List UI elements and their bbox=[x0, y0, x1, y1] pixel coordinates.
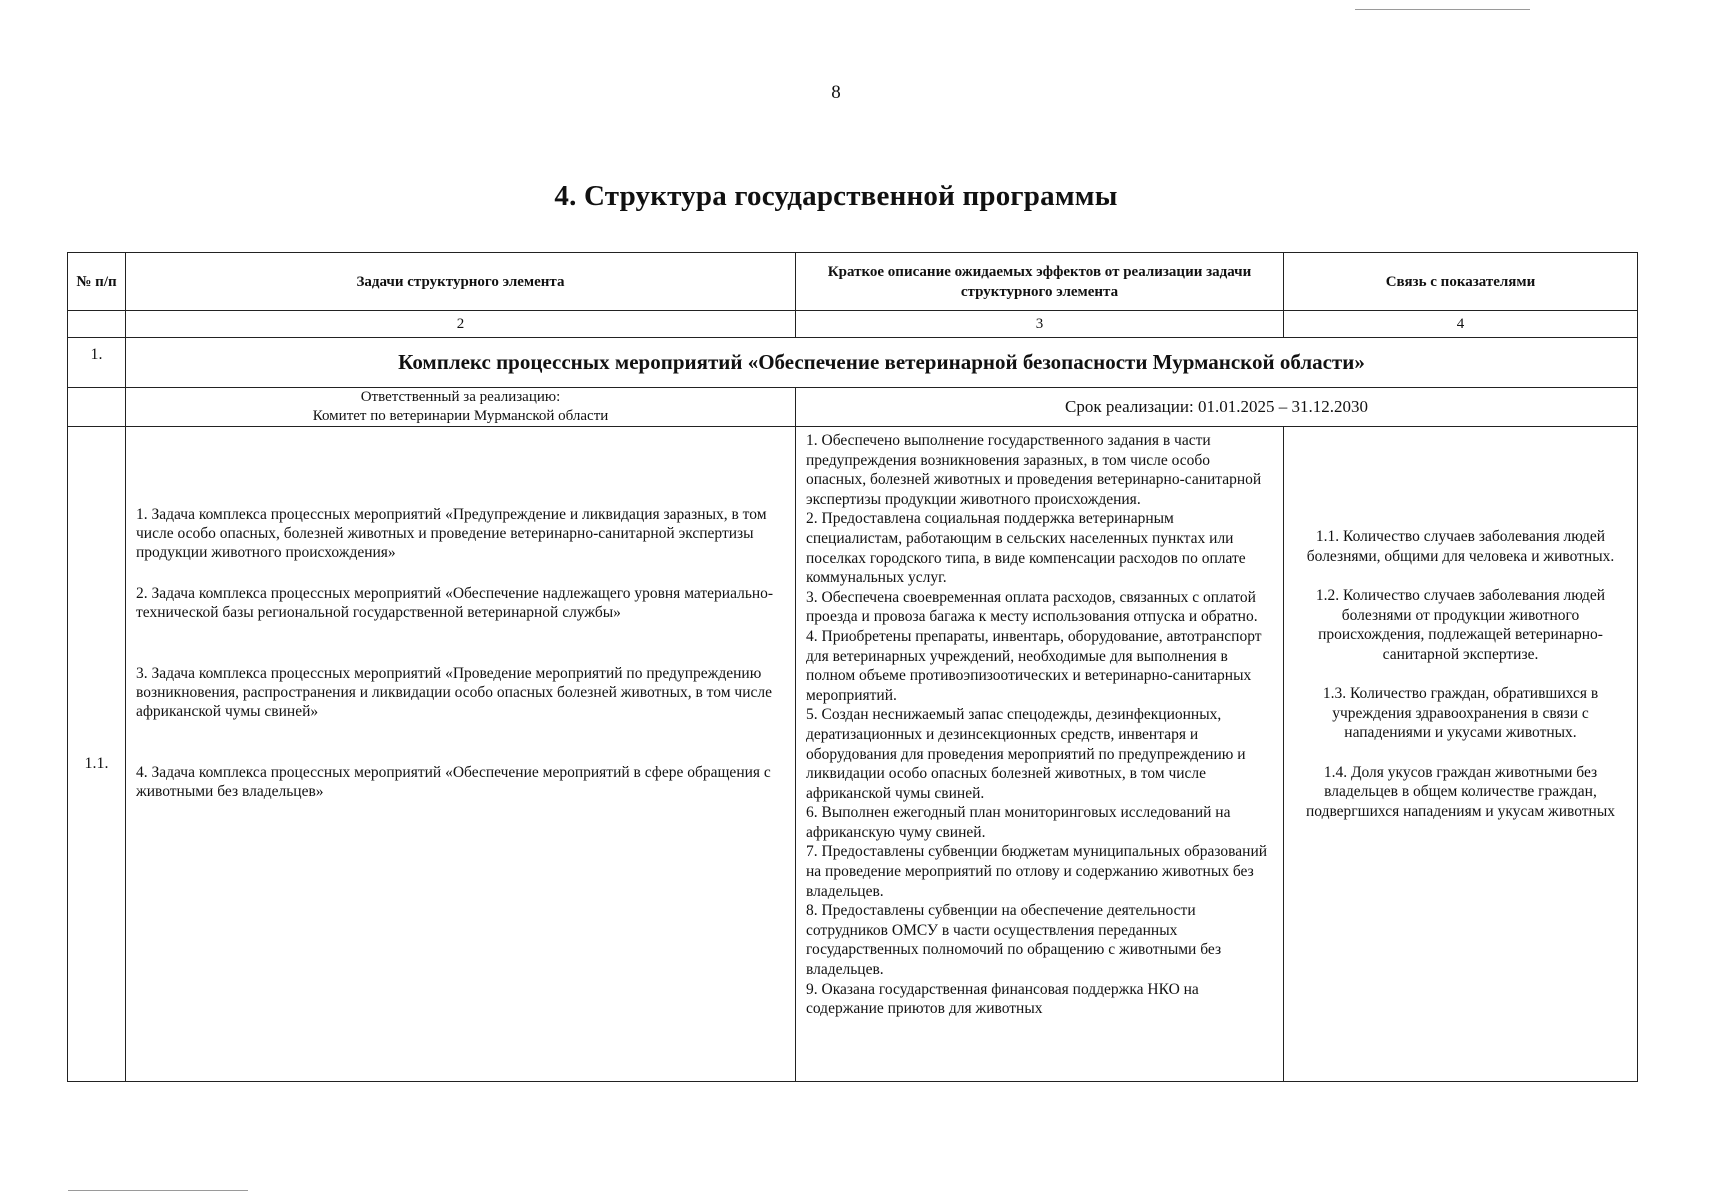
effect-item: 2. Предоставлена социальная поддержка ветеринарным специалистам, работающим в сельских населенных пунктах или поселках городского типа, в виде компенсации расходов по оплате коммунальных услуг. bbox=[806, 510, 1246, 587]
column-number-empty bbox=[68, 311, 126, 338]
effect-item: 9. Оказана государственная финансовая поддержка НКО на содержание приютов для животных bbox=[806, 980, 1199, 1018]
effect-item: 8. Предоставлены субвенции на обеспечение деятельности сотрудников ОМСУ в части осуществления переданных государственных полномочий по обращению с животными без владельцев. bbox=[806, 902, 1222, 979]
effect-item: 1. Обеспечено выполнение государственного задания в части предупреждения возникновения заразных, в том числе особо опасных, болезней животных и проведения ветеринарно-санитарной экспертизы продукции животного происхождения. bbox=[806, 432, 1262, 508]
effect-item: 7. Предоставлены субвенции бюджетам муниципальных образований на проведение мероприятий по отлову и содержанию животных без владельцев. bbox=[806, 843, 1268, 900]
task-item: 1. Задача комплекса процессных мероприятий «Предупреждение и ликвидация заразных, в том числе особо опасных, болезней животных и проведение ветеринарно-санитарной экспертизы продукции животного происхождения» bbox=[136, 506, 767, 561]
column-number-row bbox=[68, 311, 1638, 338]
effect-item: 3. Обеспечена своевременная оплата расходов, связанных с оплатой проезда и провоза багажа к месту использования отпуска и обратно. bbox=[806, 588, 1258, 626]
implementation-term: Срок реализации: 01.01.2025 – 31.12.2030 bbox=[796, 388, 1638, 427]
table-header-row bbox=[68, 253, 1638, 311]
responsible-value: Комитет по ветеринарии Мурманской области bbox=[312, 408, 609, 424]
header-tasks: Задачи структурного элемента bbox=[126, 253, 796, 311]
scan-artifact-line bbox=[1355, 9, 1530, 10]
page-title: 4. Структура государственной программы bbox=[554, 180, 1118, 212]
task-item: 3. Задача комплекса процессных мероприятий «Проведение мероприятий по предупреждению возникновения, распространения и ликвидации особо опасных болезней животных, в том числе африканской чумы свиней» bbox=[136, 665, 772, 720]
tasks-cell bbox=[126, 427, 796, 1082]
table-row bbox=[68, 427, 1638, 1082]
row-num: 1.1. bbox=[68, 427, 126, 1082]
indicator-item: 1.3. Количество граждан, обратившихся в учреждения здравоохранения в связи с нападениями и укусами животных. bbox=[1322, 685, 1599, 741]
task-item: 4. Задача комплекса процессных мероприятий «Обеспечение мероприятий в сфере обращения с животными без владельцев» bbox=[136, 764, 771, 800]
header-effects: Краткое описание ожидаемых эффектов от реализации задачи структурного элемента bbox=[796, 253, 1284, 311]
indicator-item: 1.1. Количество случаев заболевания людей болезнями, общими для человека и животных. bbox=[1306, 528, 1615, 565]
section-title: Комплекс процессных мероприятий «Обеспечение ветеринарной безопасности Мурманской области» bbox=[126, 338, 1638, 388]
effects-cell bbox=[796, 427, 1284, 1082]
section-meta-empty bbox=[68, 388, 126, 427]
program-structure-table bbox=[67, 252, 1638, 1082]
column-number-3: 3 bbox=[796, 311, 1284, 338]
indicators-cell bbox=[1284, 427, 1638, 1082]
task-item: 2. Задача комплекса процессных мероприятий «Обеспечение надлежащего уровня материально-технической базы региональной государственной ветеринарной службы» bbox=[136, 585, 774, 621]
responsible-cell bbox=[126, 388, 796, 427]
header-indicators: Связь с показателями bbox=[1284, 253, 1638, 311]
page-number: 8 bbox=[831, 82, 841, 103]
header-num: № п/п bbox=[68, 253, 126, 311]
section-title-row bbox=[68, 338, 1638, 388]
section-meta-row bbox=[68, 388, 1638, 427]
effect-item: 4. Приобретены препараты, инвентарь, оборудование, автотранспорт для ветеринарных учреждений, необходимые для выполнения в полном объеме противоэпизоотических и ветеринарно-санитарных мероприятий. bbox=[806, 627, 1262, 704]
indicator-item: 1.2. Количество случаев заболевания людей болезнями от продукции животного происхождения, подлежащей ветеринарно-санитарной экспертизе. bbox=[1315, 587, 1606, 663]
effect-item: 5. Создан неснижаемый запас спецодежды, дезинфекционных, дератизационных и дезинсекционных средств, инвентаря и оборудования для проведения мероприятий по предупреждению и ликвидации особо опасных болезней животных, в том числе африканской чумы свиней. bbox=[806, 706, 1246, 802]
section-num: 1. bbox=[68, 338, 126, 388]
effect-item: 6. Выполнен ежегодный план мониторинговых исследований на африканскую чуму свиней. bbox=[806, 804, 1231, 841]
column-number-4: 4 bbox=[1284, 311, 1638, 338]
column-number-2: 2 bbox=[126, 311, 796, 338]
responsible-label: Ответственный за реализацию: bbox=[360, 389, 561, 405]
scan-artifact-line bbox=[68, 1190, 248, 1191]
indicator-item: 1.4. Доля укусов граждан животными без владельцев в общем количестве граждан, подвергшихся нападениям и укусам животных bbox=[1305, 763, 1616, 820]
